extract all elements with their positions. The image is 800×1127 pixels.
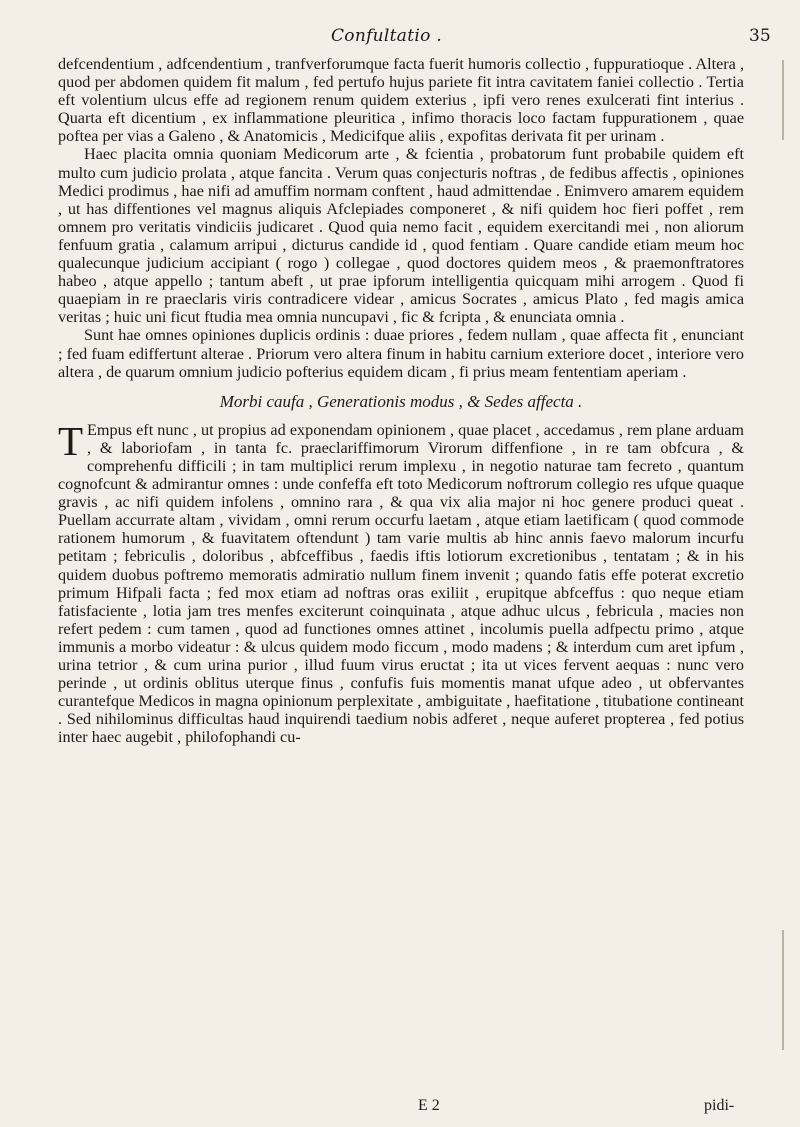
drop-cap: T bbox=[58, 417, 84, 464]
section-paragraph-text: Empus eft nunc , ut propius ad exponendam opinionem , quae placet , accedamus , rem plane arduam , & laboriofam , in tanta fc. praeclariffimorum Virorum diffenfione , in re tam obfcura , & comprehenfu difficili ; in tam multiplici rerum implexu , in negotio naturae tam fecreto , quantum cognofcunt & admirantur omnes : unde confeffa eft toto Medicorum noftrorum collegio res ufque quaque gravis , ac nifi quidem infolens , omnino rara , & qua vix alia major ni hoc genere produci queat . Puellam accurrate altam , vividam , omni rerum occurfu laetam , atque etiam laetificam ( quod commode rationem humorum , & fuavitatem oftendunt ) tam varie multis ab hinc annis faevo malorum incurfu petitam ; febriculis , doloribus , abfceffibus , faedis iftis lotiorum excretionibus , tentatam ; & in his quidem duobus poftremo memoratis admiratio nullum finem invenit ; quando fatis effe poterat excretio primum Hifpali facta ; fed mox etiam ad noftras oras exiliit , erupitque abfceffus : quo neque etiam fatisfaciente , lotia jam tres menfes exciterunt coinquinata , atque adhuc ulcus , febricula , macies non refert pedem : cum tamen , quod ad functiones omnes attinet , incolumis puella adfpectu primo , atque immunis a morbo videatur : & ulcus quidem modo ficcum , modo madens ; & interdum cum aret ipfum , urina tetrior , & cum urina purior , illud fuum virus eructat ; ita ut vices fervent aequas : nunc vero perinde , ut ordinis oblitus uterque finus , confufis fuis momentis manat ufque adeo , ut obfervantes curantefque Medicos in magna opinionum perplexitate , ambiguitate , haefitatione , titubatione contineant . Sed nihilominus difficultas haud inquirendi taedium nobis adferet , neque auferet propterea , fed potius inter haec augebit , philofophandi cu- bbox=[58, 420, 744, 747]
running-head-title: Confultatio . bbox=[331, 26, 443, 46]
page-number: 35 bbox=[749, 26, 771, 46]
body-text bbox=[58, 55, 744, 746]
catchword: pidi- bbox=[704, 1097, 735, 1114]
signature-mark: E 2 bbox=[418, 1097, 440, 1114]
section-paragraph bbox=[58, 417, 744, 747]
paragraph-opening: defcendentium , adfcendentium , tranfverforumque facta fuerit humoris collectio , fuppuratioque . Altera , quod per abdomen quidem fit malum , fed pertufo hujus pariete fit intra cavitatem faniei collectio . Tertia eft volentium ulcus effe ad regionem renum quidem exterius , ipfi vero renes exulcerati fint interius . Quarta eft dicentium , ex inflammatione pleuritica , infimo thoracis loco factam fuppurationem , quae poftea per vias a Galeno , & Anatomicis , Medicifque aliis , expofitas derivata fit per urinam . bbox=[58, 55, 744, 146]
page-footer bbox=[0, 1097, 800, 1119]
paragraph-placita: Haec placita omnia quoniam Medicorum arte , & fcientia , probatorum funt probabile quidem eft multo cum judicio prolata , atque fancita . Verum quas conjecturis noftras , de fedibus affectis , opiniones Medici prodimus , hae nifi ad amuffim normam conftent , haud admittendae . Enimvero amarem equidem , ut has diffentiones vel magnus aliquis Afclepiades componeret , & nifi quidem hoc fieri poffet , rem omnem pro veritatis vindiciis judicaret . Quod quia nemo facit , equidem exercitandi mei , non aliorum fenfuum gratia , calamum arripui , dicturus candide id , quod fentiam . Quare candide etiam meum hoc qualecunque judicium accipiant ( rogo ) collegae , quod doctores quidem meos , & praemonftratores habeo , atque appello ; tantum abeft , ut prae ipforum intelligentia quicquam mihi arrogem . Quod fi quaepiam in re praeclaris viris contradicere videar , amicus Socrates , amicus Plato , fed magis amica veritas ; huic uni ficut ftudia mea omnia nuncupavi , fic & fcripta , & enunciata omnia . bbox=[58, 145, 744, 327]
section-heading: Morbi caufa , Generationis modus , & Sedes affecta . bbox=[219, 391, 583, 411]
running-head bbox=[0, 14, 800, 54]
paragraph-opiniones: Sunt hae omnes opiniones duplicis ordinis : duae priores , fedem nullam , quae affecta fit , enunciant ; fed fuam ediffertunt alterae . Priorum vero altera finum in habitu carnium exteriore docet , interiore vero altera , de quarum omnium judicio pofterius equidem dicam , fi prius meam fententiam aperiam . bbox=[58, 326, 744, 381]
page-edge-shadow-lower bbox=[782, 930, 784, 1050]
page-edge-shadow bbox=[782, 60, 784, 140]
